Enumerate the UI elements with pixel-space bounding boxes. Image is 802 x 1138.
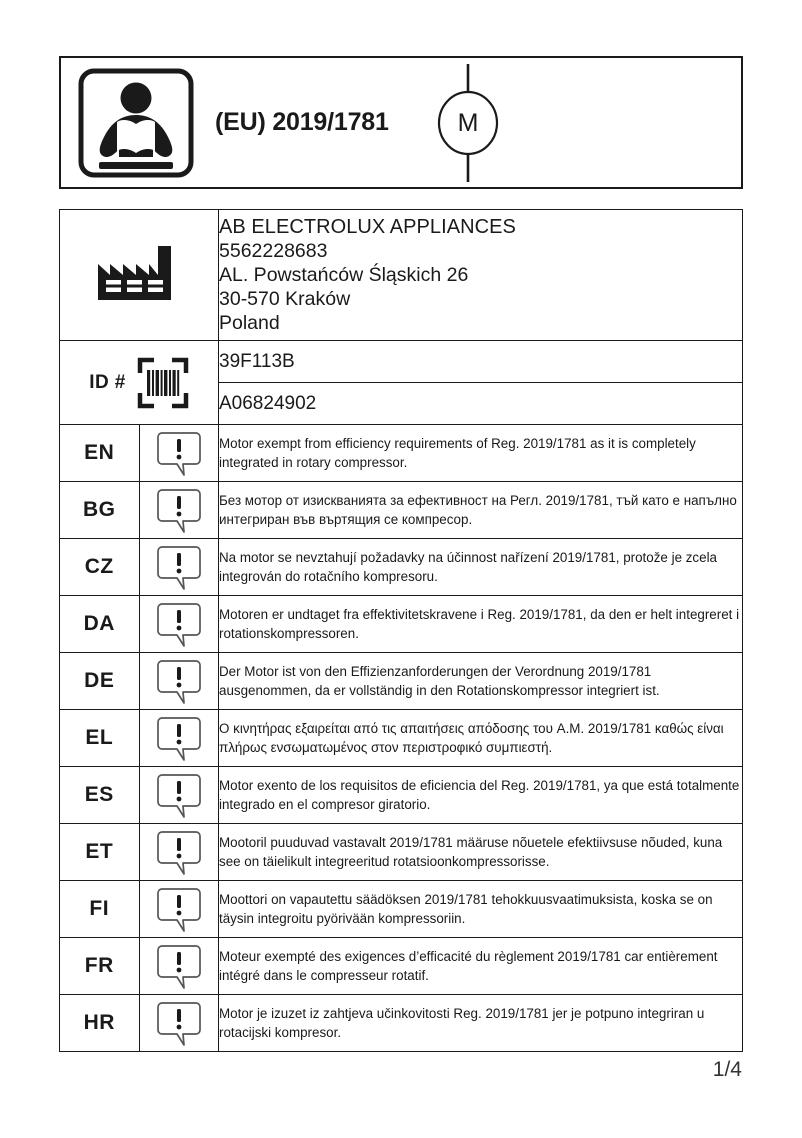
- notice-icon-cell: [139, 767, 219, 824]
- notice-text-cell: Moottori on vapautettu säädöksen 2019/1781 tehokkuusvaatimuksista, koska se on täysin integroitu pyörivään kompressoriin.: [219, 881, 743, 938]
- language-code-bg: BG: [60, 482, 140, 539]
- notice-icon-cell: [139, 938, 219, 995]
- warning-speech-bubble-icon: [140, 1000, 219, 1046]
- language-row-de: [60, 653, 743, 710]
- language-row-en: [60, 425, 743, 482]
- reading-icon-container: [61, 67, 211, 179]
- id-value-secondary: A06824902: [219, 383, 743, 425]
- header-band: [59, 56, 743, 189]
- language-code-de: DE: [60, 653, 140, 710]
- language-code-es: ES: [60, 767, 140, 824]
- warning-speech-bubble-icon: [140, 487, 219, 533]
- id-label: ID #: [89, 371, 126, 393]
- notice-icon-cell: [139, 710, 219, 767]
- manufacturer-address-cell: [219, 210, 743, 341]
- language-row-bg: [60, 482, 743, 539]
- manufacturer-row: [60, 210, 743, 341]
- warning-speech-bubble-icon: [140, 601, 219, 647]
- notice-icon-cell: [139, 596, 219, 653]
- language-code-cz: CZ: [60, 539, 140, 596]
- notice-text-cell: Na motor se nevztahují požadavky na účinnost nařízení 2019/1781, protože je zcela integrován do rotačního kompresoru.: [219, 539, 743, 596]
- notice-icon-cell: [139, 995, 219, 1052]
- language-row-hr: [60, 995, 743, 1052]
- warning-speech-bubble-icon: [140, 544, 219, 590]
- warning-speech-bubble-icon: [140, 772, 219, 818]
- language-code-fi: FI: [60, 881, 140, 938]
- language-row-cz: [60, 539, 743, 596]
- notice-text-cell: Motor je izuzet iz zahtjeva učinkovitosti Reg. 2019/1781 jer je potpuno integriran u rotacijski kompresor.: [219, 995, 743, 1052]
- notice-text-cell: Moteur exempté des exigences d’efficacité du règlement 2019/1781 car entièrement intégré dans le compresseur rotatif.: [219, 938, 743, 995]
- motor-symbol-container: [436, 62, 500, 184]
- notice-icon-cell: [139, 482, 219, 539]
- language-code-da: DA: [60, 596, 140, 653]
- barcode-scan-icon: [137, 357, 189, 409]
- language-row-fi: [60, 881, 743, 938]
- id-row-first: [60, 341, 743, 383]
- notice-text-cell: Ο κινητήρας εξαιρείται από τις απαιτήσεις απόδοσης του A.M. 2019/1781 καθώς είναι πλήρως ενσωματωμένος στον περιστροφικό συμπιεστή.: [219, 710, 743, 767]
- language-code-fr: FR: [60, 938, 140, 995]
- notice-icon-cell: [139, 539, 219, 596]
- language-code-hr: HR: [60, 995, 140, 1052]
- language-code-en: EN: [60, 425, 140, 482]
- language-row-et: [60, 824, 743, 881]
- manufacturer-street: AL. Powstańców Śląskich 26: [219, 264, 469, 287]
- warning-speech-bubble-icon: [140, 886, 219, 932]
- notice-text-cell: Motor exempt from efficiency requirements of Reg. 2019/1781 as it is completely integrated in rotary compressor.: [219, 425, 743, 482]
- notice-text-cell: Der Motor ist von den Effizienzanforderungen der Verordnung 2019/1781 ausgenommen, da er vollständig in den Rotationskompressor integriert ist.: [219, 653, 743, 710]
- language-row-es: [60, 767, 743, 824]
- warning-speech-bubble-icon: [140, 829, 219, 875]
- notice-icon-cell: [139, 425, 219, 482]
- notice-icon-cell: [139, 824, 219, 881]
- factory-icon: [60, 244, 218, 306]
- notice-text-cell: Mootoril puuduvad vastavalt 2019/1781 määruse nõuetele efektiivsuse nõuded, kuna see on täielikult integreeritud rotatsioonkompressorisse.: [219, 824, 743, 881]
- manufacturer-registration-number: 5562228683: [219, 240, 328, 263]
- warning-speech-bubble-icon: [140, 430, 219, 476]
- id-label-cell: [60, 341, 219, 425]
- warning-speech-bubble-icon: [140, 715, 219, 761]
- language-row-fr: [60, 938, 743, 995]
- manufacturer-country: Poland: [219, 312, 280, 335]
- warning-speech-bubble-icon: [140, 658, 219, 704]
- page-title: (EU) 2019/1781: [215, 108, 389, 136]
- warning-speech-bubble-icon: [140, 943, 219, 989]
- notice-icon-cell: [139, 881, 219, 938]
- notice-text-cell: Motor exento de los requisitos de eficiencia del Reg. 2019/1781, ya que está totalmente integrado en el compresor giratorio.: [219, 767, 743, 824]
- page-number: 1/4: [712, 1058, 742, 1081]
- motor-circle-icon: [436, 62, 500, 184]
- id-value-primary: 39F113B: [219, 341, 743, 383]
- language-code-et: ET: [60, 824, 140, 881]
- language-row-el: [60, 710, 743, 767]
- person-reading-manual-icon: [77, 67, 195, 179]
- notice-icon-cell: [139, 653, 219, 710]
- factory-icon-cell: [60, 210, 219, 341]
- notice-text-cell: Без мотор от изискванията за ефективност на Регл. 2019/1781, тъй като е напълно интегриран във въртящия се компресор.: [219, 482, 743, 539]
- language-code-el: EL: [60, 710, 140, 767]
- language-row-da: [60, 596, 743, 653]
- specification-table: [59, 209, 743, 1052]
- notice-text-cell: Motoren er undtaget fra effektivitetskravene i Reg. 2019/1781, da den er helt integreret i rotationskompressoren.: [219, 596, 743, 653]
- svg-text:M: M: [457, 108, 479, 137]
- manufacturer-city: 30-570 Kraków: [219, 288, 351, 311]
- manufacturer-name: AB ELECTROLUX APPLIANCES: [219, 215, 516, 238]
